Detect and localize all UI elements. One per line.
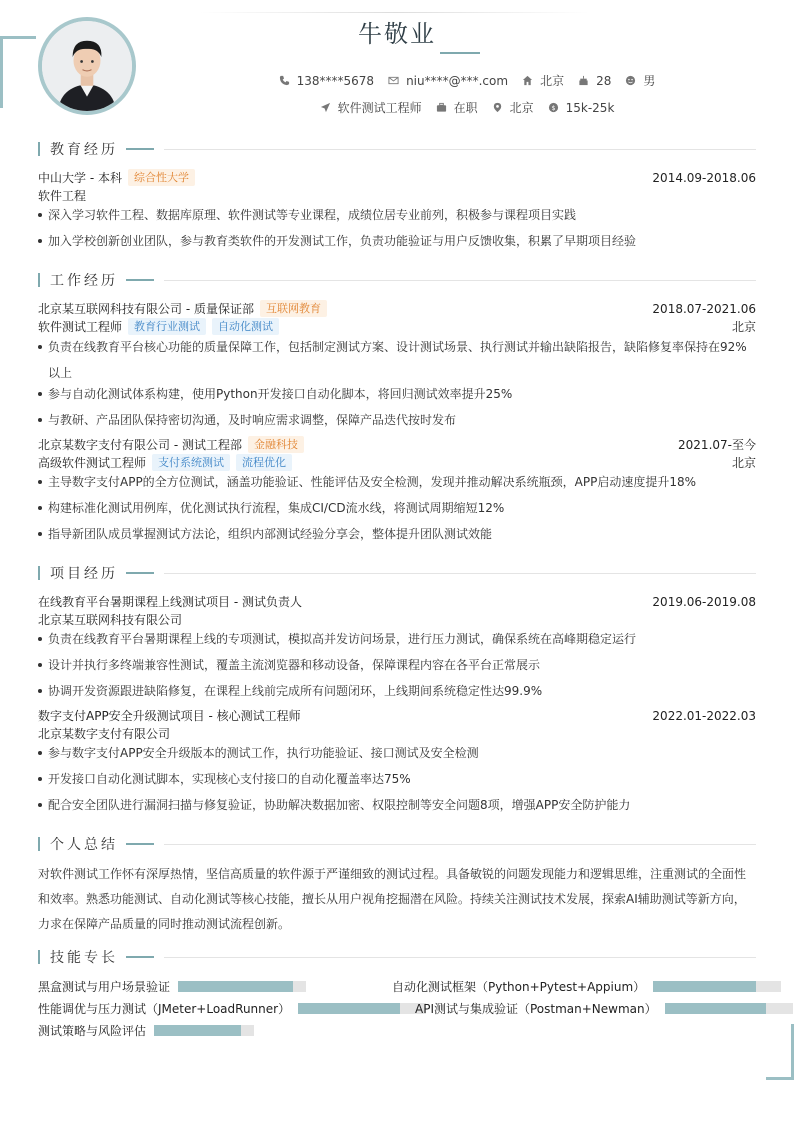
skill-level-fill [653,981,755,992]
candidate-name: 牛敬业 [358,20,436,48]
name-underline [440,52,480,54]
job-title: 软件测试工程师 [38,320,123,334]
top-divider [200,12,590,13]
project-name: 数字支付APP安全升级测试项目 - 核心测试工程师 [38,709,301,723]
education-header [38,169,756,186]
skill-name: API测试与集成验证（Postman+Newman） [415,1002,657,1016]
work-header [38,300,756,317]
position-info [320,99,422,116]
project-bullet: 设计并执行多终端兼容性测试，覆盖主流浏览器和移动设备，保障课程内容在各平台正常展示 [38,652,758,678]
home-text: 北京 [540,74,565,88]
mail-icon [388,75,399,86]
status-text: 在职 [453,101,478,115]
job-intention-row [140,99,794,116]
skill-item [38,978,306,995]
work-date: 2018.07-2021.06 [652,301,756,316]
phone-text: 138****5678 [296,73,375,88]
work-header [38,436,756,453]
education-bullet: 深入学习软件工程、数据库原理、软件测试等专业课程，成绩位居专业前列，积极参与课程项目实践 [38,202,758,228]
location-icon [492,102,503,113]
work-bullet: 参与自动化测试体系构建，使用Python开发接口自动化脚本，将回归测试效率提升25% [38,381,758,407]
contact-row [140,72,794,89]
skill-level-track [178,981,306,992]
work-title-row [38,318,756,335]
project-header [38,707,756,724]
cake-icon [578,75,589,86]
project-org: 北京某数字支付有限公司 [38,727,171,741]
industry-tag: 金融科技 [248,436,304,453]
gender-text: 男 [643,74,656,88]
salary-info [548,99,615,116]
summary-text: 对软件测试工作怀有深厚热情，坚信高质量的软件源于严谨细致的测试过程。具备敏锐的问题发现能力和逻辑思维，注重测试的全面性和效率。熟悉功能测试、自动化测试等核心技能，擅长从用户视角挖掘潜在风险。持续关注测试技术发展，探索AI辅助测试等新方向，力求在保障产品质量的同时推动测试流程创新。 [38,867,747,931]
section-project [38,565,756,581]
project-bullet: 开发接口自动化测试脚本，实现核心支付接口的自动化覆盖率达75% [38,766,758,792]
company-name: 北京某数字支付有限公司 - 测试工程部 [38,438,242,452]
skill-level-track [653,981,781,992]
skill-item [38,1000,426,1017]
section-title-skills: 技能专长 [50,950,118,966]
skill-level-track [298,1003,426,1014]
skill-level-track [154,1025,254,1036]
project-bullet: 协调开发资源跟进缺陷修复，在课程上线前完成所有问题闭环，上线期间系统稳定性达99.9% [38,678,758,704]
home-icon [522,75,533,86]
home-info [522,72,564,89]
major: 软件工程 [38,189,87,203]
education-date: 2014.09-2018.06 [652,170,756,185]
project-bullet: 参与数字支付APP安全升级版本的测试工作，执行功能验证、接口测试及安全检测 [38,740,758,766]
company-name: 北京某互联网科技有限公司 - 质量保证部 [38,302,254,316]
work-date: 2021.07-至今 [678,438,756,452]
skill-name: 测试策略与风险评估 [38,1024,147,1038]
section-skills [38,949,756,965]
work-bullet: 构建标准化测试用例库，优化测试执行流程，集成CI/CD流水线，将测试周期缩短12% [38,495,758,521]
salary-icon [548,102,559,113]
corner-decoration-bottom-right [766,1024,794,1080]
work-bullet: 主导数字支付APP的全方位测试，涵盖功能验证、性能评估及安全检测，发现并推动解决系统瓶颈，APP启动速度提升18% [38,469,758,495]
city-info [492,99,534,116]
project-bullet: 配合安全团队进行漏洞扫描与修复验证，协助解决数据加密、权限控制等安全问题8项，增强APP安全防护能力 [38,792,758,818]
skill-level-track [665,1003,793,1014]
project-org: 北京某互联网科技有限公司 [38,613,183,627]
section-title-project: 项目经历 [50,566,118,582]
svg-text:$: $ [551,103,556,112]
skill-name: 黑盒测试与用户场景验证 [38,980,171,994]
work-bullet: 与教研、产品团队保持密切沟通，及时响应需求调整，保障产品迭代按时发布 [38,407,758,433]
skill-tag: 教育行业测试 [128,318,206,335]
skill-item [392,978,781,995]
phone-icon [279,75,290,86]
school-name: 中山大学 - 本科 [38,171,122,185]
section-title-summary: 个人总结 [50,837,118,853]
section-education [38,141,756,157]
section-summary [38,836,756,852]
skill-name: 自动化测试框架（Python+Pytest+Appium） [392,980,646,994]
skill-tag: 流程优化 [236,454,292,471]
project-header [38,593,756,610]
work-city: 北京 [731,456,756,470]
skill-level-fill [154,1025,241,1036]
position-text: 软件测试工程师 [337,101,422,115]
skill-tag: 自动化测试 [212,318,279,335]
skill-tag: 支付系统测试 [152,454,230,471]
project-date: 2022.01-2022.03 [652,708,756,723]
work-bullet: 负责在线教育平台核心功能的质量保障工作，包括制定测试方案、设计测试场景、执行测试并输出缺陷报告，缺陷修复率保持在92%以上 [38,334,758,386]
section-title-education: 教育经历 [50,142,118,158]
phone-info [279,72,374,89]
project-date: 2019.06-2019.08 [652,594,756,609]
status-info [436,99,478,116]
gender-icon [625,75,636,86]
skill-level-fill [665,1003,766,1014]
job-title: 高级软件测试工程师 [38,456,147,470]
city-text: 北京 [509,101,534,115]
skill-item [415,1000,793,1017]
skill-level-fill [298,1003,400,1014]
project-bullet: 负责在线教育平台暑期课程上线的专项测试，模拟高并发访问场景，进行压力测试，确保系统在高峰期稳定运行 [38,626,758,652]
industry-tag: 互联网教育 [260,300,327,317]
section-title-work: 工作经历 [50,273,118,289]
email-text: niu****@***.com [406,73,509,88]
skill-name: 性能调优与压力测试（JMeter+LoadRunner） [38,1002,291,1016]
skill-item [38,1022,254,1039]
salary-text: 15k-25k [565,100,615,115]
gender-info [625,72,655,89]
section-work [38,272,756,288]
age-info [578,72,611,89]
age-text: 28 [596,73,612,88]
work-bullet: 指导新团队成员掌握测试方法论，组织内部测试经验分享会，整体提升团队测试效能 [38,521,758,547]
education-bullet: 加入学校创新创业团队，参与教育类软件的开发测试工作，负责功能验证与用户反馈收集，积累了早期项目经验 [38,228,758,254]
work-city: 北京 [731,320,756,334]
send-icon [320,102,331,113]
email-info [388,72,508,89]
skill-level-fill [178,981,293,992]
briefcase-icon [436,102,447,113]
school-tag: 综合性大学 [128,169,195,186]
project-name: 在线教育平台暑期课程上线测试项目 - 测试负责人 [38,595,302,609]
